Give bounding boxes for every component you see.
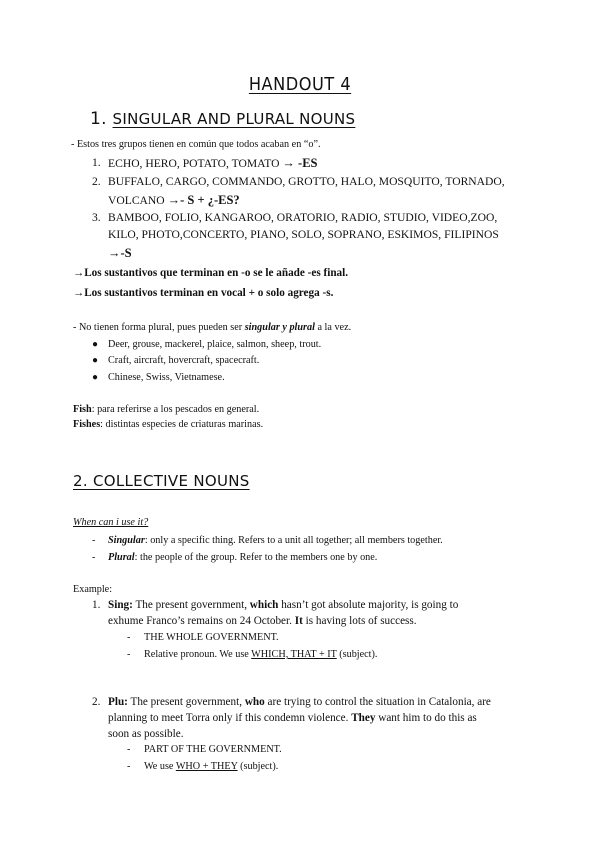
dash: - — [92, 552, 96, 563]
example-line: Plu: The present government, who are trying to control the situation in Catalonia, are — [108, 696, 491, 708]
list-number: 1. — [92, 156, 101, 169]
fishes-line: Fishes: distintas especies de criaturas marinas. — [73, 419, 264, 430]
question-line: When can i use it? — [73, 517, 149, 528]
example-line: planning to meet Torra only if this condemn violence. They want him to do this as — [108, 712, 477, 724]
bullet-dot: ● — [92, 372, 99, 383]
example-line: soon as possible. — [108, 728, 184, 740]
dash: - — [127, 649, 131, 660]
dash: - — [92, 535, 96, 546]
section1-number: 1. — [90, 109, 107, 129]
list-item: Chinese, Swiss, Vietnamese. — [108, 372, 225, 383]
bullet-dot: ● — [92, 355, 99, 366]
sub-item: PART OF THE GOVERNMENT. — [144, 744, 282, 755]
dash: - — [127, 632, 131, 643]
fish-line: Fish: para referirse a los pescados en general. — [73, 404, 260, 415]
list-number: 2. — [92, 696, 101, 708]
list-item-cont: KILO, PHOTO,CONCERTO, PIANO, SOLO, SOPRANO, ESKIMOS, FILIPINOS — [108, 228, 499, 241]
example-line: exhume Franco’s remains on 24 October. It is having lots of success. — [108, 615, 417, 627]
example-line: Sing: The present government, which hasn’t got absolute majority, is going to — [108, 599, 459, 611]
section1-intro: - Estos tres grupos tienen en común que todos acaban en “o”. — [71, 139, 321, 150]
sub-item: THE WHOLE GOVERNMENT. — [144, 632, 279, 643]
use-item: Singular: only a specific thing. Refers to a unit all together; all members together. — [108, 535, 443, 546]
section1-title: SINGULAR AND PLURAL NOUNS — [112, 110, 356, 128]
page-title: HANDOUT 4 — [248, 74, 352, 95]
list-item: BUFFALO, CARGO, COMMANDO, GROTTO, HALO, MOSQUITO, TORNADO, — [108, 175, 505, 188]
section2-heading — [73, 471, 250, 491]
list-item-cont: →-S — [108, 246, 132, 260]
list-item: Craft, aircraft, hovercraft, spacecraft. — [108, 355, 260, 366]
sub-item: Relative pronoun. We use WHICH, THAT + IT (subject). — [144, 649, 378, 660]
dash: - — [127, 761, 131, 772]
list-item: ECHO, HERO, POTATO, TOMATO → -ES — [108, 156, 318, 170]
section1-heading — [90, 109, 355, 129]
list-item: Deer, grouse, mackerel, plaice, salmon, sheep, trout. — [108, 339, 322, 350]
no-plural-line: - No tienen forma plural, pues pueden ser singular y plural a la vez. — [73, 322, 352, 333]
list-number: 3. — [92, 211, 101, 224]
list-number: 2. — [92, 175, 101, 188]
sub-item: We use WHO + THEY (subject). — [144, 761, 279, 772]
dash: - — [127, 744, 131, 755]
rule-line: →Los sustantivos terminan en vocal + o solo agrega -s. — [73, 287, 334, 299]
section2-title: 2. COLLECTIVE NOUNS — [73, 472, 250, 490]
use-item: Plural: the people of the group. Refer to the members one by one. — [108, 552, 378, 563]
example-label: Example: — [73, 584, 113, 595]
list-item: BAMBOO, FOLIO, KANGAROO, ORATORIO, RADIO, STUDIO, VIDEO,ZOO, — [108, 211, 498, 224]
bullet-dot: ● — [92, 339, 99, 350]
list-number: 1. — [92, 599, 101, 611]
list-item-cont: VOLCANO →- S + ¿-ES? — [108, 193, 240, 207]
rule-line: →Los sustantivos que terminan en -o se le añade -es final. — [73, 267, 349, 279]
